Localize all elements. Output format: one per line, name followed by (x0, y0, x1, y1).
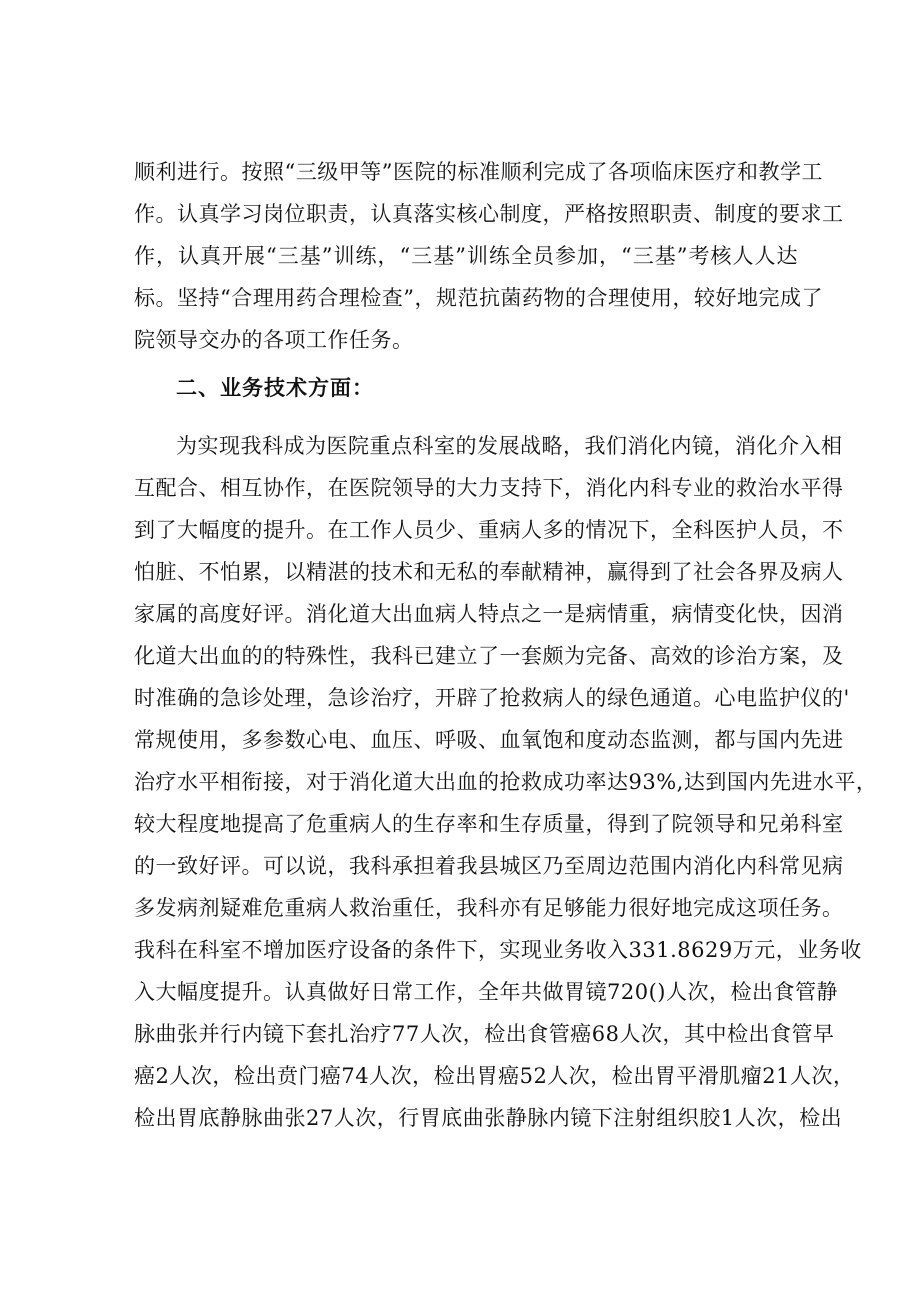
paragraph-2-line-8: 常规使用，多参数心电、血压、呼吸、血氧饱和度动态监测，都与国内先进 (134, 728, 844, 752)
paragraph-2-line-16: 癌2人次，检出贲门癌74人次，检出胃癌52人次，检出胃平滑肌瘤21人次， (134, 1064, 855, 1088)
paragraph-1-line-1: 顺利进行。按照“三级甲等”医院的标准顺利完成了各项临床医疗和教学工 (134, 160, 823, 184)
paragraph-2-line-1: 为实现我科成为医院重点科室的发展战略，我们消化内镜，消化介入相 (176, 434, 843, 458)
paragraph-2-line-17: 检出胃底静脉曲张27人次，行胃底曲张静脉内镜下注射组织胶1人次，检出 (134, 1106, 843, 1130)
paragraph-2-line-14: 入大幅度提升。认真做好日常工作，全年共做胃镜720()人次，检出食管静 (134, 980, 838, 1004)
paragraph-2-line-9: 治疗水平相衔接，对于消化道大出血的抢救成功率达93%,达到国内先进水平， (134, 770, 878, 794)
paragraph-2-line-6: 化道大出血的的特殊性，我科已建立了一套颇为完备、高效的诊治方案，及 (134, 644, 844, 668)
paragraph-2-line-15: 脉曲张并行内镜下套扎治疗77人次，检出食管癌68人次，其中检出食管早 (134, 1022, 835, 1046)
paragraph-2-line-5: 家属的高度好评。消化道大出血病人特点之一是病情重，病情变化快，因消 (134, 602, 844, 626)
paragraph-2-line-7: 时准确的急诊处理，急诊治疗，开辟了抢救病人的绿色通道。心电监护仪的' (134, 686, 850, 710)
paragraph-2-line-4: 怕脏、不怕累，以精湛的技术和无私的奉献精神，赢得到了社会各界及病人 (134, 560, 844, 584)
paragraph-2-line-10: 较大程度地提高了危重病人的生存率和生存质量，得到了院领导和兄弟科室 (134, 812, 844, 836)
section-heading: 二、业务技术方面： (176, 375, 374, 400)
paragraph-2-line-12: 多发病剂疑难危重病人救治重任，我科亦有足够能力很好地完成这项任务。 (134, 896, 844, 920)
paragraph-2-line-11: 的一致好评。可以说，我科承担着我县城区乃至周边范围内消化内科常见病 (134, 854, 844, 878)
paragraph-1-line-3: 作，认真开展“三基”训练，“三基”训练全员参加，“三基”考核人人达 (134, 244, 798, 268)
paragraph-1-line-5: 院领导交办的各项工作任务。 (134, 328, 414, 352)
paragraph-2-line-13: 我科在科室不增加医疗设备的条件下，实现业务收入331.8629万元，业务收 (134, 938, 862, 962)
paragraph-2-line-3: 到了大幅度的提升。在工作人员少、重病人多的情况下，全科医护人员，不 (134, 518, 844, 542)
paragraph-2-line-2: 互配合、相互协作，在医院领导的大力支持下，消化内科专业的救治水平得 (134, 476, 844, 500)
paragraph-1-line-4: 标。坚持“合理用药合理检查”，规范抗菌药物的合理使用，较好地完成了 (134, 286, 823, 310)
paragraph-1-line-2: 作。认真学习岗位职责，认真落实核心制度，严格按照职责、制度的要求工 (134, 202, 844, 226)
